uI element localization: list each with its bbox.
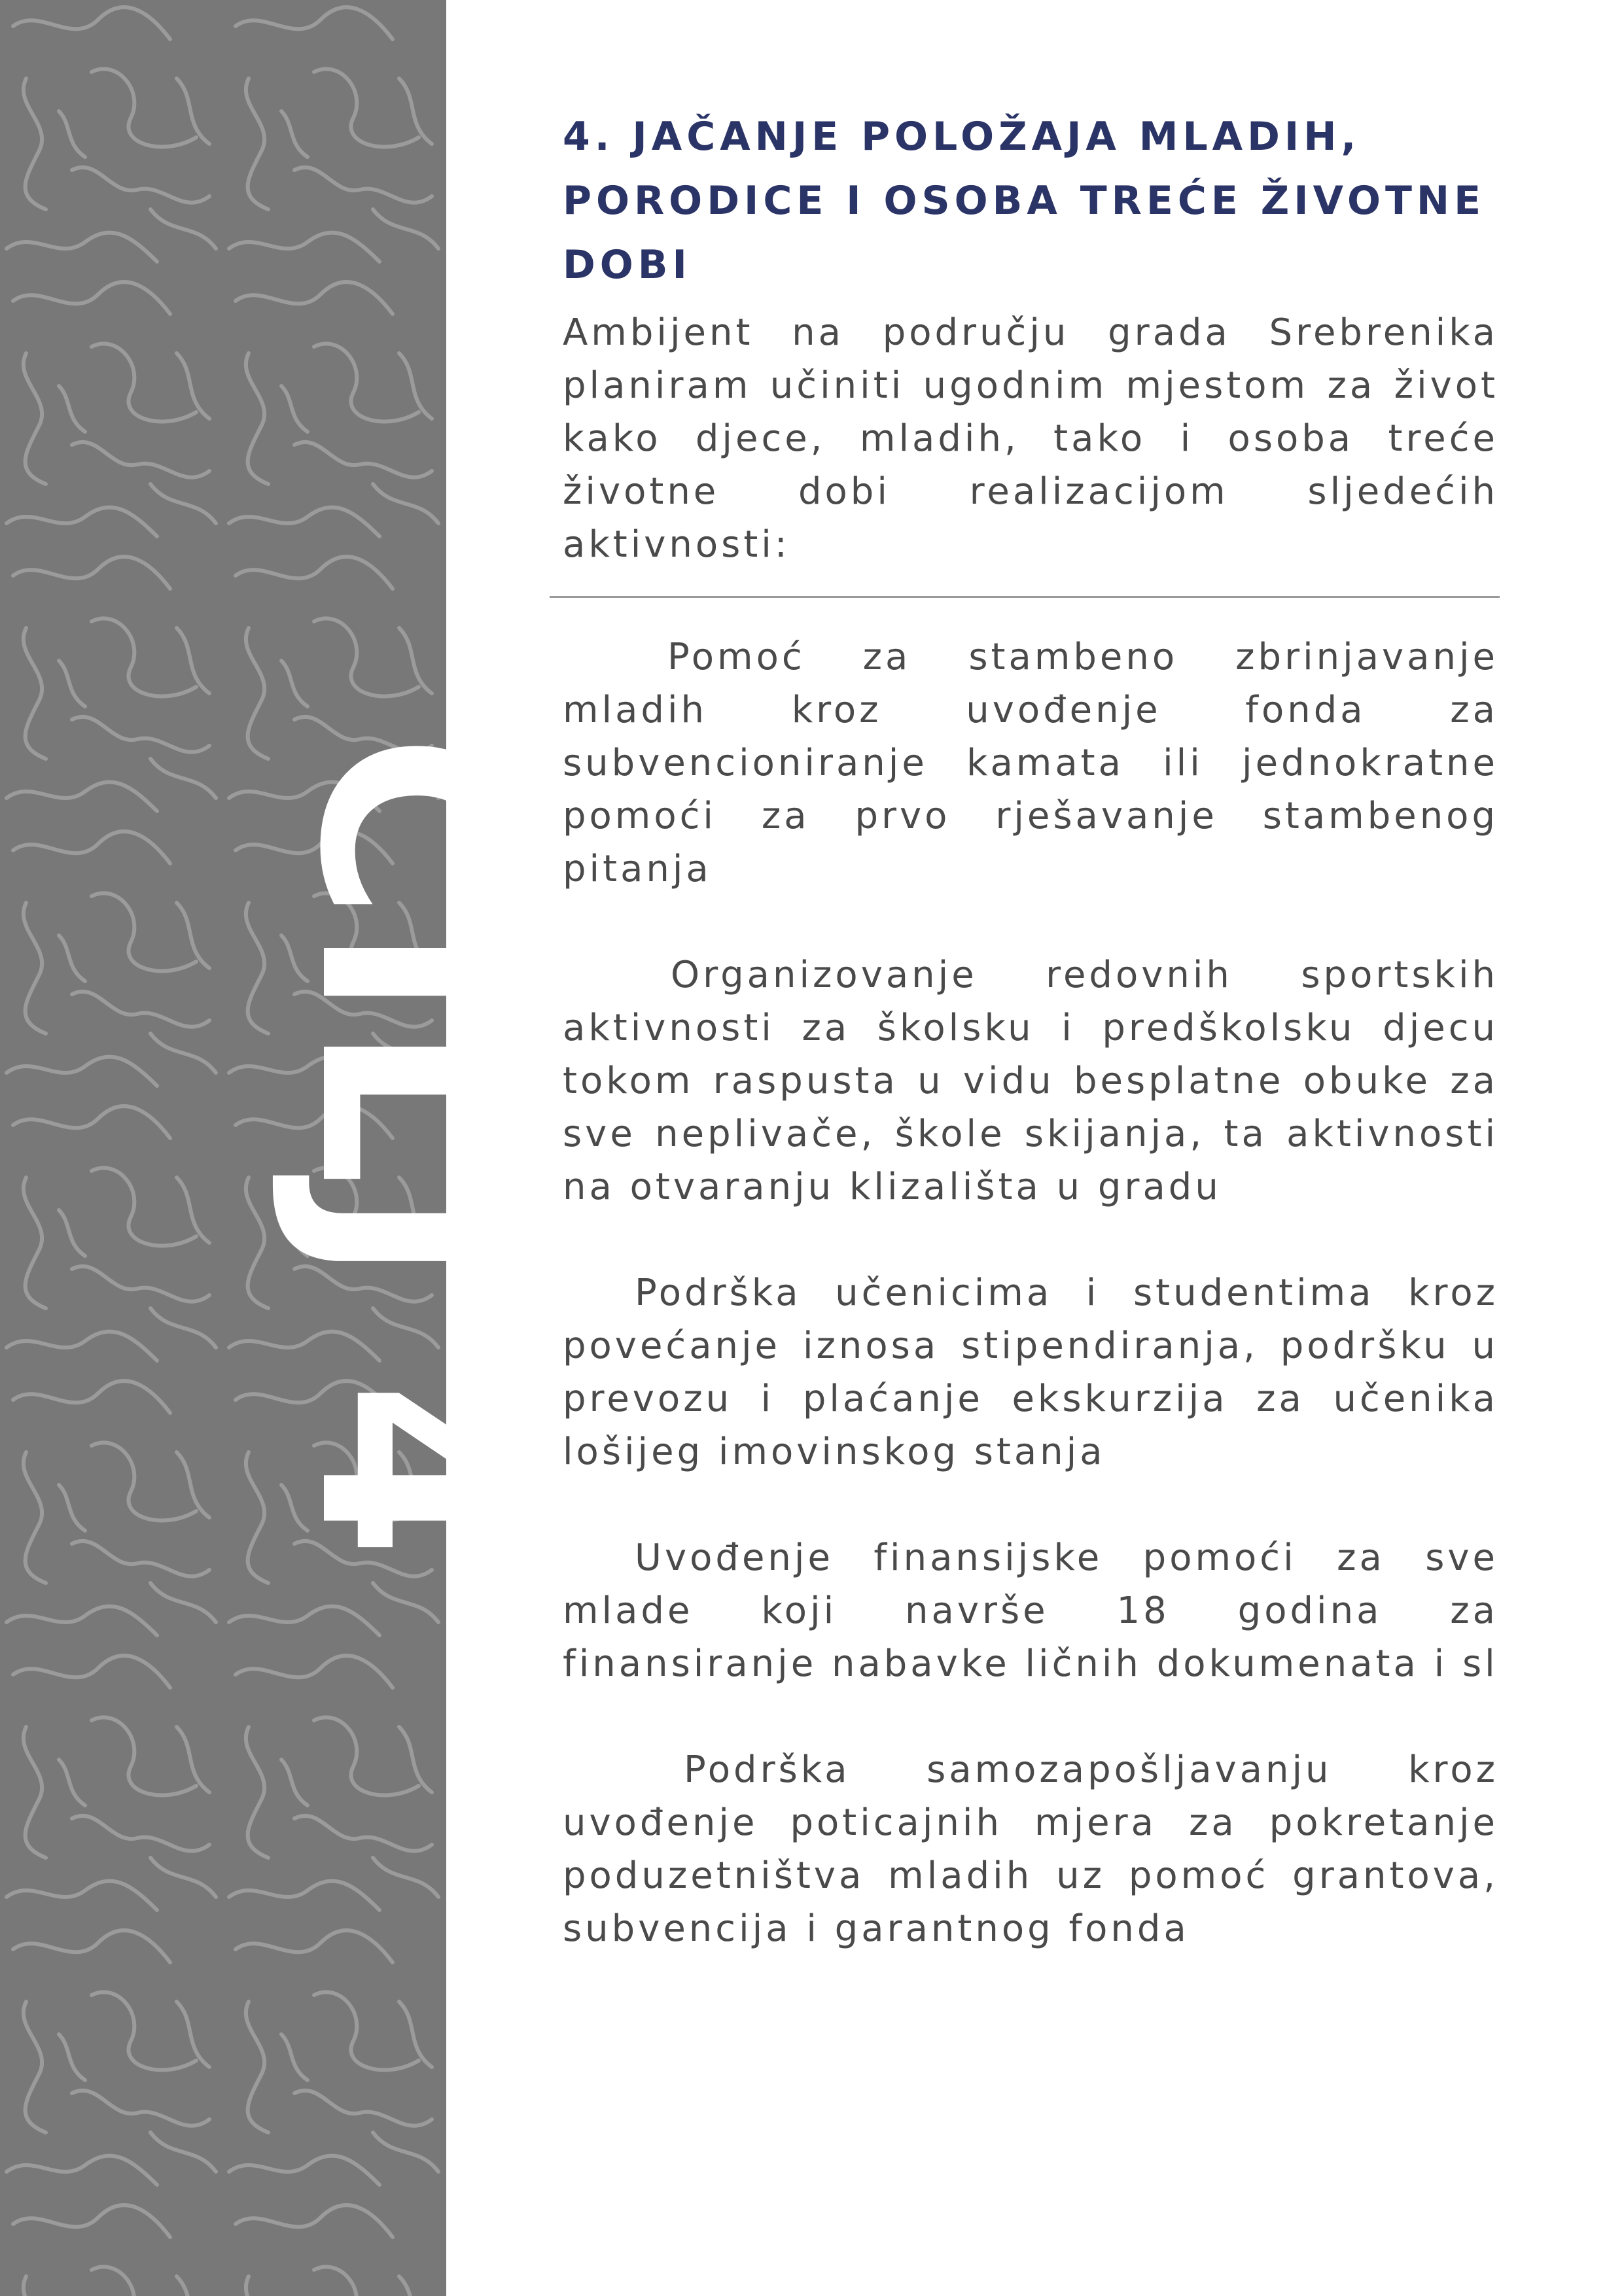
vertical-goal-title: CILJ 4 [264,733,561,1563]
sidebar-panel [0,0,561,2296]
activity-item: Podrška samozapošljavanju kroz uvođenje poticajnih mjera za pokretanje poduzetništva mladih uz pomoć grantova, subvencija i garantnog fonda [563,1748,1498,1950]
main-content [563,105,1498,2008]
intro-paragraph: Ambijent na području grada Srebrenika planiram učiniti ugodnim mjestom za život kako djece, mladih, tako i osoba treće životne dobi realizacijom sljedećih aktivnosti: [563,311,1498,566]
activity-item: Pomoć za stambeno zbrinjavanje mladih kroz uvođenje fonda za subvencioniranje kamata ili jednokratne pomoći za prvo rješavanje stambenog pitanja [563,636,1498,890]
activity-item: Organizovanje redovnih sportskih aktivnosti za školsku i predškolsku djecu tokom raspusta u vidu besplatne obuke za sve neplivače, škole skijanja, ta aktivnosti na otvaranju klizališta u gradu [563,954,1498,1208]
activity-item: Podrška učenicima i studentima kroz povećanje iznosa stipendiranja, podršku u prevozu i plaćanje ekskurzija za učenika lošijeg imovinskog stanja [563,1272,1498,1473]
section-heading: 4. JAČANJE POLOŽAJA MLADIH, PORODICE I OSOBA TREĆE ŽIVOTNE DOBI [563,114,1486,288]
activity-list [563,631,1498,1955]
divider-line [550,596,1500,598]
activity-item: Uvođenje finansijske pomoći za sve mlade koji navrše 18 godina za finansiranje nabavke ličnih dokumenata i sl [563,1537,1498,1685]
